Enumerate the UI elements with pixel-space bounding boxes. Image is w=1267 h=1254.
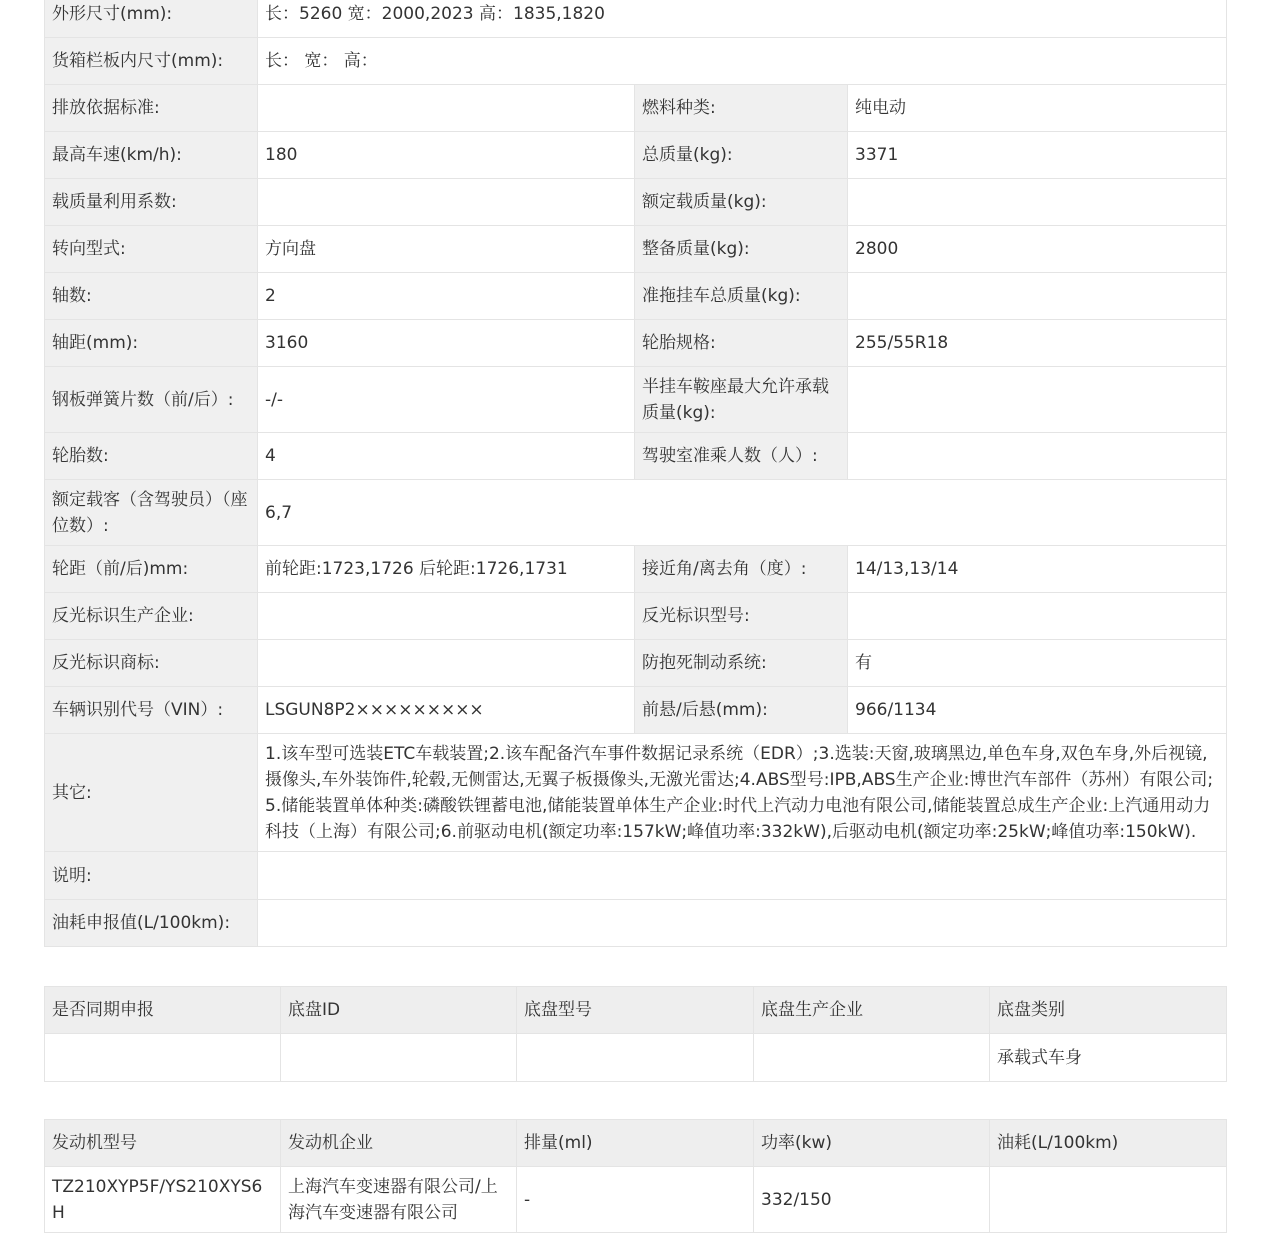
abs-label: 防抱死制动系统: [635, 640, 848, 687]
reflector-brand-value [258, 640, 635, 687]
emission-standard-value [258, 85, 635, 132]
axles-label: 轴数: [45, 273, 258, 320]
engine-maker-cell: 上海汽车变速器有限公司/上海汽车变速器有限公司 [281, 1167, 517, 1233]
engine-table [44, 1119, 1227, 1233]
chassis-maker-cell [754, 1034, 990, 1082]
engine-fuel-cell [990, 1167, 1227, 1233]
emission-standard-label: 排放依据标准: [45, 85, 258, 132]
spec-row-dimensions [45, 0, 1227, 38]
reflector-maker-value [258, 593, 635, 640]
spec-row-reflector [45, 593, 1227, 640]
tire-spec-label: 轮胎规格: [635, 320, 848, 367]
spec-row-load [45, 179, 1227, 226]
engine-header-displacement: 排量(ml) [517, 1120, 754, 1167]
chassis-concurrent-cell [45, 1034, 281, 1082]
engine-header-power: 功率(kw) [754, 1120, 990, 1167]
trailer-mass-value [848, 273, 1227, 320]
reflector-model-label: 反光标识型号: [635, 593, 848, 640]
spec-row-reflector-brand [45, 640, 1227, 687]
leaf-springs-value: -/- [258, 367, 635, 433]
cab-passengers-value [848, 433, 1227, 480]
saddle-load-label: 半挂车鞍座最大允许承载质量(kg): [635, 367, 848, 433]
other-value: 1.该车型可选装ETC车载装置;2.该车配备汽车事件数据记录系统（EDR）;3.选装:天窗,玻璃黑边,单色车身,双色车身,外后视镜,摄像头,车外装饰件,轮毂,无侧雷达,无翼子板摄像头,无激光雷达;4.ABS型号:IPB,ABS生产企业:博世汽车部件（苏州）有限公司;5.储能装置单体种类:磷酸铁锂蓄电池,储能装置单体生产企业:时代上汽动力电池有限公司,储能装置总成生产企业:上汽通用动力科技（上海）有限公司;6.前驱动电机(额定功率:157kW;峰值功率:332kW),后驱动电机(额定功率:25kW;峰值功率:150kW). [258, 734, 1227, 852]
reflector-brand-label: 反光标识商标: [45, 640, 258, 687]
spec-row-tires [45, 433, 1227, 480]
approach-angle-value: 14/13,13/14 [848, 546, 1227, 593]
rated-load-value [848, 179, 1227, 226]
engine-power-cell: 332/150 [754, 1167, 990, 1233]
vehicle-spec-table [44, 0, 1227, 947]
fuel-consumption-label: 油耗申报值(L/100km): [45, 900, 258, 947]
engine-header-fuel: 油耗(L/100km) [990, 1120, 1227, 1167]
engine-displacement-cell: - [517, 1167, 754, 1233]
chassis-model-cell [517, 1034, 754, 1082]
wheelbase-value: 3160 [258, 320, 635, 367]
engine-header-model: 发动机型号 [45, 1120, 281, 1167]
spec-row-wheelbase [45, 320, 1227, 367]
saddle-load-value [848, 367, 1227, 433]
overhang-value: 966/1134 [848, 687, 1227, 734]
total-mass-value: 3371 [848, 132, 1227, 179]
description-value [258, 852, 1227, 900]
approach-angle-label: 接近角/离去角（度）: [635, 546, 848, 593]
track-value: 前轮距:1723,1726 后轮距:1726,1731 [258, 546, 635, 593]
vin-value: LSGUN8P2××××××××× [258, 687, 635, 734]
chassis-table [44, 986, 1227, 1082]
spec-row-vin [45, 687, 1227, 734]
fuel-type-label: 燃料种类: [635, 85, 848, 132]
reflector-maker-label: 反光标识生产企业: [45, 593, 258, 640]
chassis-header-id: 底盘ID [281, 987, 517, 1034]
other-label: 其它: [45, 734, 258, 852]
engine-header-maker: 发动机企业 [281, 1120, 517, 1167]
dimensions-label: 外形尺寸(mm): [45, 0, 258, 38]
engine-data-row [45, 1167, 1227, 1233]
engine-model-cell: TZ210XYP5F/YS210XYS6H [45, 1167, 281, 1233]
spec-row-other [45, 734, 1227, 852]
wheelbase-label: 轴距(mm): [45, 320, 258, 367]
spec-row-springs [45, 367, 1227, 433]
reflector-model-value [848, 593, 1227, 640]
spec-row-track [45, 546, 1227, 593]
description-label: 说明: [45, 852, 258, 900]
spec-row-description [45, 852, 1227, 900]
trailer-mass-label: 准拖挂车总质量(kg): [635, 273, 848, 320]
spec-row-speed-mass [45, 132, 1227, 179]
max-speed-label: 最高车速(km/h): [45, 132, 258, 179]
axles-value: 2 [258, 273, 635, 320]
tire-spec-value: 255/55R18 [848, 320, 1227, 367]
tire-count-value: 4 [258, 433, 635, 480]
engine-header-row [45, 1120, 1227, 1167]
track-label: 轮距（前/后)mm: [45, 546, 258, 593]
steering-value: 方向盘 [258, 226, 635, 273]
steering-label: 转向型式: [45, 226, 258, 273]
rated-load-label: 额定载质量(kg): [635, 179, 848, 226]
rated-passengers-label: 额定载客（含驾驶员）（座位数）: [45, 480, 258, 546]
chassis-header-row [45, 987, 1227, 1034]
fuel-consumption-value [258, 900, 1227, 947]
fuel-type-value: 纯电动 [848, 85, 1227, 132]
chassis-id-cell [281, 1034, 517, 1082]
vin-label: 车辆识别代号（VIN）: [45, 687, 258, 734]
spec-row-steering [45, 226, 1227, 273]
spec-row-cargo-box [45, 38, 1227, 85]
total-mass-label: 总质量(kg): [635, 132, 848, 179]
cab-passengers-label: 驾驶室准乘人数（人）: [635, 433, 848, 480]
max-speed-value: 180 [258, 132, 635, 179]
spec-row-fuel-consumption [45, 900, 1227, 947]
curb-mass-value: 2800 [848, 226, 1227, 273]
spec-row-axles [45, 273, 1227, 320]
chassis-header-concurrent: 是否同期申报 [45, 987, 281, 1034]
tire-count-label: 轮胎数: [45, 433, 258, 480]
chassis-header-type: 底盘类别 [990, 987, 1227, 1034]
chassis-type-cell: 承载式车身 [990, 1034, 1227, 1082]
spec-row-rated-passengers [45, 480, 1227, 546]
spec-row-emission-fuel [45, 85, 1227, 132]
overhang-label: 前悬/后悬(mm): [635, 687, 848, 734]
chassis-header-maker: 底盘生产企业 [754, 987, 990, 1034]
curb-mass-label: 整备质量(kg): [635, 226, 848, 273]
leaf-springs-label: 钢板弹簧片数（前/后）: [45, 367, 258, 433]
rated-passengers-value: 6,7 [258, 480, 1227, 546]
cargo-box-value: 长： 宽： 高： [258, 38, 1227, 85]
load-factor-label: 载质量利用系数: [45, 179, 258, 226]
chassis-data-row [45, 1034, 1227, 1082]
cargo-box-label: 货箱栏板内尺寸(mm): [45, 38, 258, 85]
chassis-header-model: 底盘型号 [517, 987, 754, 1034]
dimensions-value: 长：5260 宽：2000,2023 高：1835,1820 [258, 0, 1227, 38]
load-factor-value [258, 179, 635, 226]
abs-value: 有 [848, 640, 1227, 687]
